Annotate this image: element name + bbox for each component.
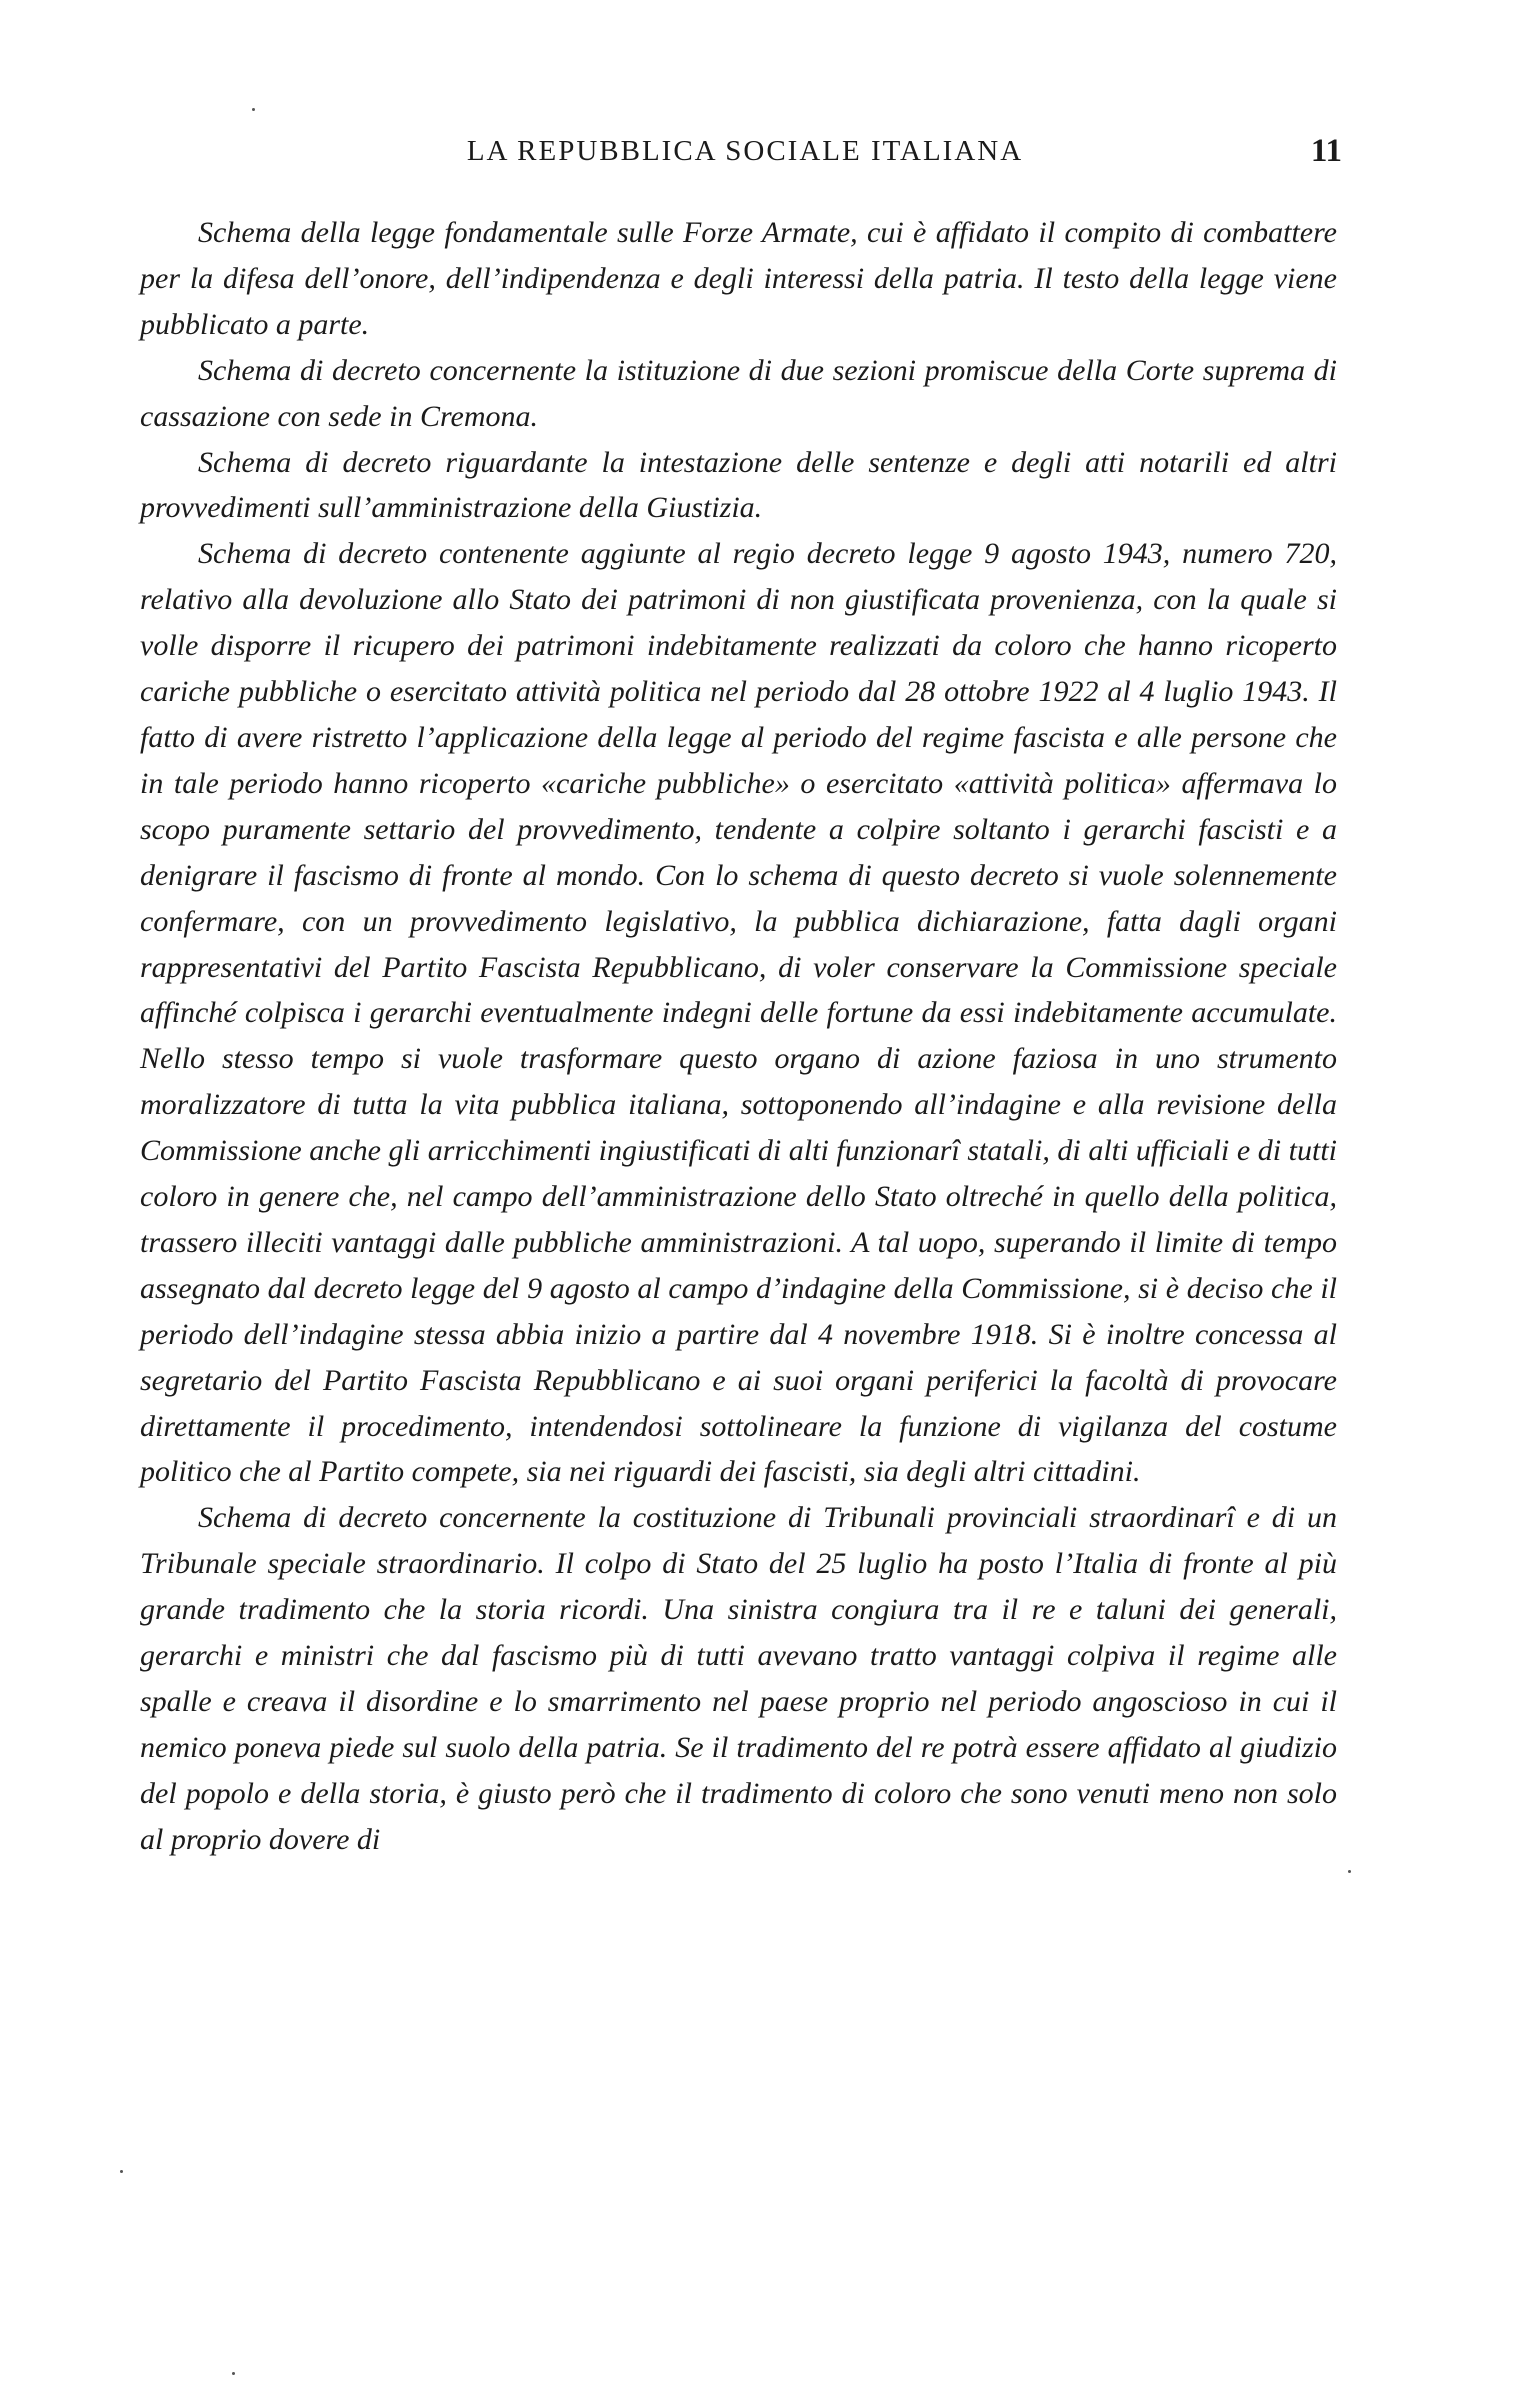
page-number: 11 [1310,133,1342,169]
paragraph-intestazione: Schema di decreto riguardante la intestazione delle sentenze e degli atti notarili ed altri provvedimenti sull’amministrazione della Giustizia. [140,445,1337,525]
running-header [140,126,1350,176]
scan-speck [232,2372,235,2375]
scan-speck [1348,1870,1351,1873]
running-title: LA REPUBBLICA SOCIALE ITALIANA [466,135,1024,167]
paragraph-forze-armate: Schema della legge fondamentale sulle Forze Armate, cui è affidato il compito di combattere per la difesa dell’onore, dell’indipendenza e degli interessi della patria. Il testo della legge viene pubblicato a parte. [140,216,1337,341]
paragraph-cassazione: Schema di decreto concernente la istituzione di due sezioni promiscue della Corte suprema di cassazione con sede in Cremona. [140,353,1337,433]
paragraph-patrimoni: Schema di decreto contenente aggiunte al regio decreto legge 9 agosto 1943, numero 720, relativo alla devoluzione allo Stato dei patrimoni di non giustificata provenienza, con la quale si volle disporre il ricupero dei patrimoni indebitamente realizzati da coloro che hanno ricoperto cariche pubbliche o esercitato attività politica nel periodo dal 28 ottobre 1922 al 4 luglio 1943. Il fatto di avere ristretto l’applicazione della legge al periodo del regime fascista e alle persone che in tale periodo hanno ricoperto «cariche pubbliche» o esercitato «attività politica» affermava lo scopo puramente settario del provvedimento, tendente a colpire soltanto i gerarchi fascisti e a denigrare il fascismo di fronte al mondo. Con lo schema di questo decreto si vuole solennemente confermare, con un provvedimento legislativo, la pubblica dichiarazione, fatta dagli organi rappresentativi del Partito Fascista Repubblicano, di voler conservare la Commissione speciale affinché colpisca i gerarchi eventualmente indegni delle fortune da essi indebitamente accumulate. Nello stesso tempo si vuole trasformare questo organo di azione faziosa in uno strumento moralizzatore di tutta la vita pubblica italiana, sottoponendo all’indagine e alla revisione della Commissione anche gli arricchimenti ingiustificati di alti funzionarî statali, di alti ufficiali e di tutti coloro in genere che, nel campo dell’amministrazione dello Stato oltreché in quello della politica, trassero illeciti vantaggi dalle pubbliche amministrazioni. A tal uopo, superando il limite di tempo assegnato dal decreto legge del 9 agosto al campo d’indagine della Commissione, si è deciso che il periodo dell’indagine stessa abbia inizio a partire dal 4 novembre 1918. Si è inoltre concessa al segretario del Partito Fascista Repubblicano e ai suoi organi periferici la facoltà di provocare direttamente il procedimento, intendendosi sottolineare la funzione di vigilanza del costume politico che al Partito compete, sia nei riguardi dei fascisti, sia degli altri cittadini. [140,537,1337,1489]
scan-speck [120,2170,123,2173]
scan-speck [252,108,255,111]
paragraph-tribunali: Schema di decreto concernente la costituzione di Tribunali provinciali straordinarî e di un Tribunale speciale straordinario. Il colpo di Stato del 25 luglio ha posto l’Italia di fronte al più grande tradimento che la storia ricordi. Una sinistra congiura tra il re e taluni dei generali, gerarchi e ministri che dal fascismo più di tutti avevano tratto vantaggi colpiva il regime alle spalle e creava il disordine e lo smarrimento nel paese proprio nel periodo angoscioso in cui il nemico poneva piede sul suolo della patria. Se il tradimento del re potrà essere affidato al giudizio del popolo e della storia, è giusto però che il tradimento di coloro che sono venuti meno non solo al proprio dovere di [140,1501,1337,1856]
body-text [140,210,1337,1863]
